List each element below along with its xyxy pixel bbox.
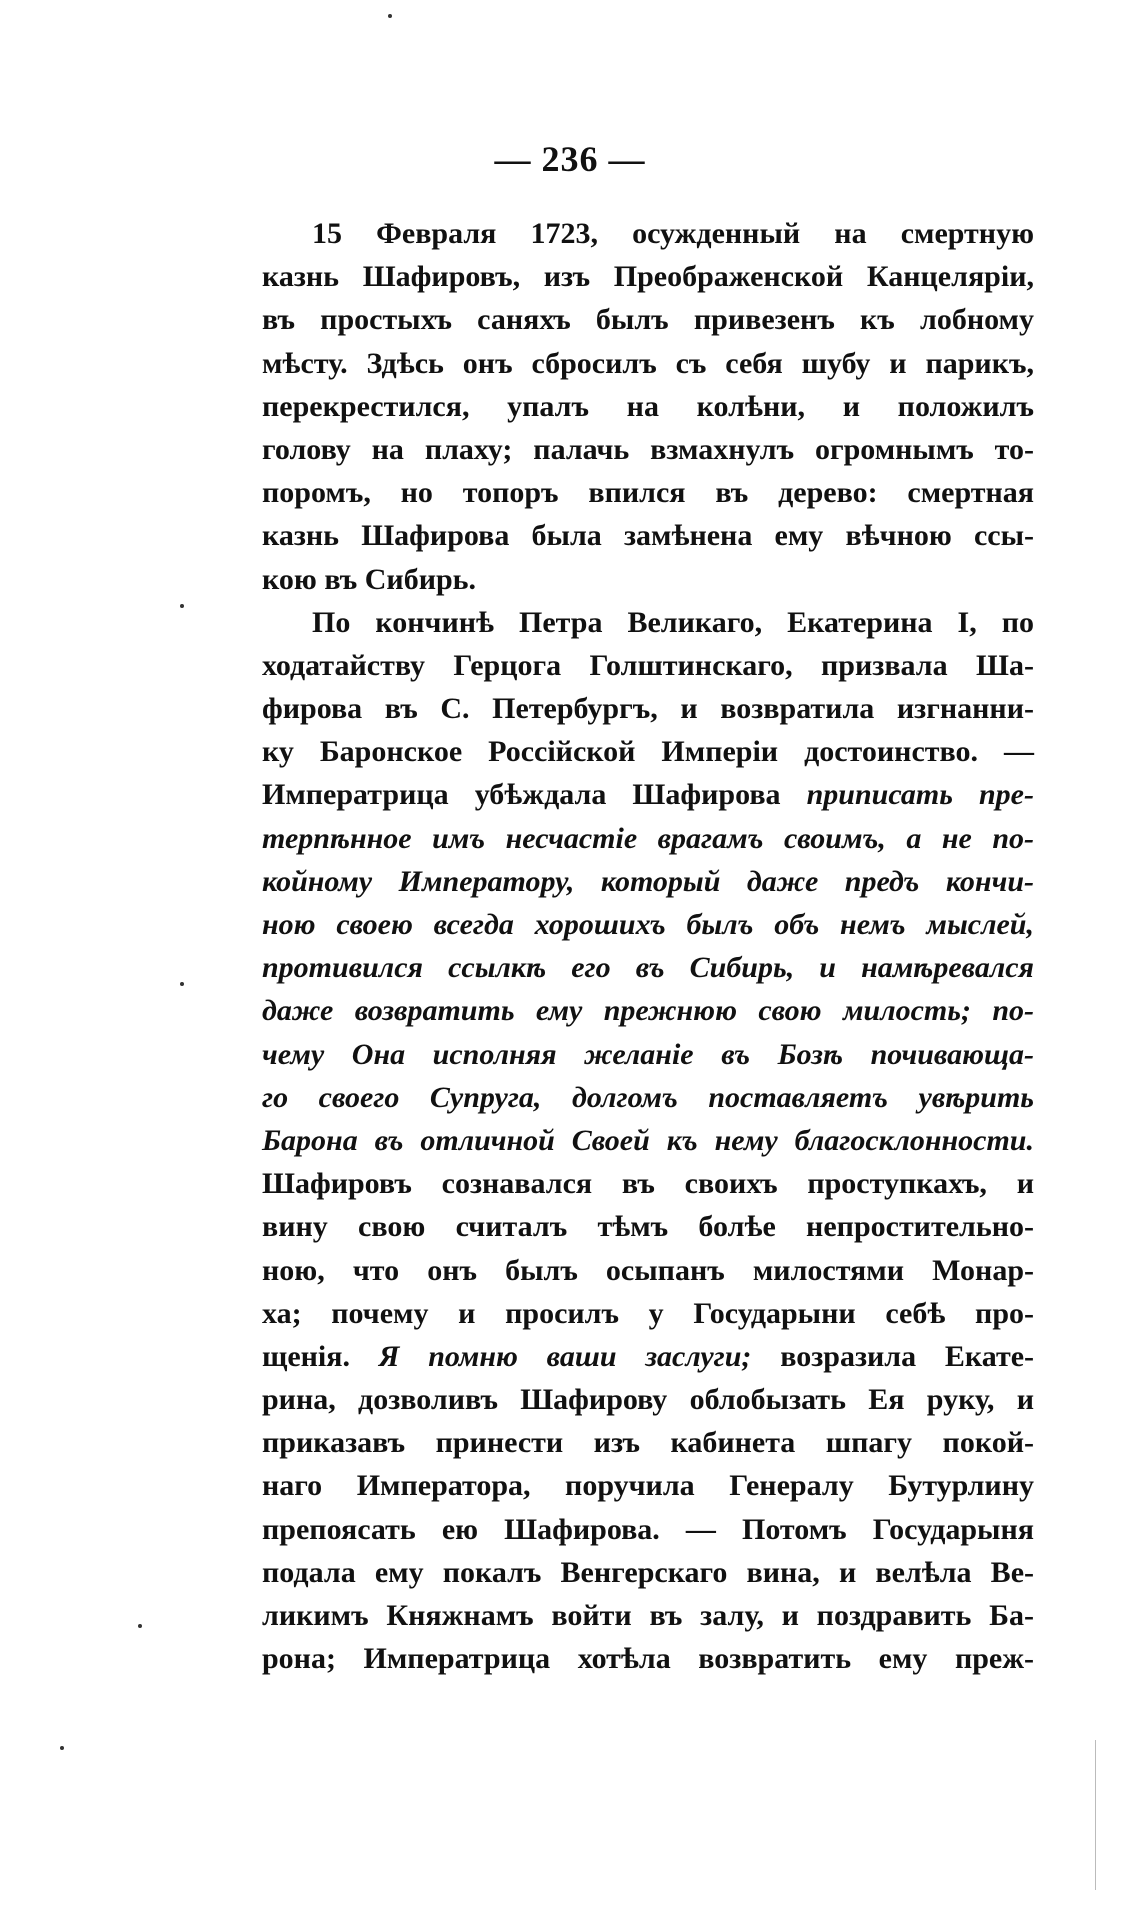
text-line [262, 989, 1034, 1032]
margin-speck [180, 604, 184, 608]
text-line [262, 1076, 1034, 1119]
text-line [262, 817, 1034, 860]
page-number: — 236 — [494, 139, 646, 179]
text-line [262, 601, 1034, 644]
margin-speck [60, 1746, 64, 1750]
text-segment: голову на плаху; палачь взмахнулъ огромнымъ то- [262, 432, 1034, 466]
text-segment: ку Баронское Россійской Имперіи достоинство. — [262, 735, 1034, 769]
italic-text: приписать пре- [806, 778, 1034, 812]
text-line [262, 1464, 1034, 1507]
text-line [262, 1551, 1034, 1594]
text-line [262, 1335, 1034, 1378]
text-line [262, 471, 1034, 514]
text-segment: По кончинѣ Петра Великаго, Екатерина I, по [312, 605, 1034, 639]
text-segment: ликимъ Княжнамъ войти въ залу, и поздравить Ба- [262, 1599, 1034, 1632]
margin-speck [388, 14, 392, 18]
text-line [262, 903, 1034, 946]
margin-speck [180, 982, 184, 986]
italic-text: чему Она исполняя желаніе въ Бозѣ почивающа- [262, 1037, 1034, 1071]
italic-text: ною своею всегда хорошихъ былъ объ немъ мыслей, [262, 908, 1034, 941]
text-segment: ною, что онъ былъ осыпанъ милостями Монар- [262, 1253, 1034, 1287]
text-line [262, 342, 1034, 385]
text-segment: перекрестился, упалъ на колѣни, и положилъ [262, 389, 1034, 423]
text-segment: казнь Шафирова была замѣнена ему вѣчною ссы- [262, 519, 1034, 553]
text-segment: возразила Екате- [751, 1339, 1035, 1373]
text-segment: Императрица убѣждала Шафирова [262, 778, 807, 812]
text-segment: поромъ, но топоръ впился въ дерево: смертная [262, 476, 1034, 510]
text-segment: 15 Февраля 1723, осужденный на смертную [312, 217, 1034, 250]
text-segment: въ простыхъ саняхъ былъ привезенъ къ лобному [262, 303, 1034, 337]
text-line [262, 255, 1034, 298]
italic-text: противился ссылкѣ его въ Сибирь, и намѣревался [262, 951, 1034, 985]
text-segment: щенія. [262, 1339, 379, 1373]
text-line [262, 514, 1034, 557]
italic-text: койному Императору, который даже предъ кончи- [262, 864, 1034, 898]
text-line [262, 1594, 1034, 1637]
text-line [262, 860, 1034, 903]
text-line [262, 298, 1034, 341]
text-line [262, 773, 1034, 816]
text-line [262, 1378, 1034, 1421]
text-segment: казнь Шафировъ, изъ Преображенской Канцеляріи, [262, 260, 1034, 294]
italic-text: даже возвратить ему прежнюю свою милость; по- [262, 994, 1034, 1028]
text-segment: рона; Императрица хотѣла возвратить ему преж- [262, 1642, 1034, 1676]
text-line [262, 1421, 1034, 1464]
italic-text: Барона въ отличной Своей къ нему благосклонности. [262, 1123, 1034, 1157]
text-segment: рина, дозволивъ Шафирову облобызать Ея руку, и [262, 1383, 1034, 1417]
text-line [262, 1508, 1034, 1551]
text-line [262, 946, 1034, 989]
text-segment: ха; почему и просилъ у Государыни себѣ про- [262, 1296, 1034, 1330]
text-line [262, 1033, 1034, 1076]
text-line [262, 1205, 1034, 1248]
scan-edge-line [1095, 1740, 1096, 1890]
text-line [262, 558, 1034, 601]
text-segment: Шафировъ сознавался въ своихъ проступкахъ, и [262, 1167, 1034, 1201]
text-line [262, 730, 1034, 773]
text-line [262, 385, 1034, 428]
text-line [262, 687, 1034, 730]
italic-text: Я помню ваши заслуги; [378, 1339, 752, 1373]
italic-text: го своего Супруга, долгомъ поставляетъ увѣрить [262, 1080, 1034, 1114]
text-line [262, 1637, 1034, 1680]
text-line [262, 1119, 1034, 1162]
text-segment: мѣсту. Здѣсь онъ сбросилъ съ себя шубу и парикъ, [262, 346, 1034, 380]
text-segment: вину свою считалъ тѣмъ болѣе непростительно- [262, 1210, 1034, 1244]
margin-speck [138, 1624, 142, 1628]
text-segment: кою въ Сибирь. [262, 562, 477, 596]
text-line [262, 428, 1034, 471]
text-line [262, 1249, 1034, 1292]
text-segment: приказавъ принести изъ кабинета шпагу покой- [262, 1426, 1034, 1460]
italic-text: терпѣнное имъ несчастіе врагамъ своимъ, а не по- [262, 821, 1034, 855]
text-line [262, 1162, 1034, 1205]
text-line [262, 1292, 1034, 1335]
text-segment: ходатайству Герцога Голштинскаго, призвала Ша- [262, 648, 1034, 682]
text-line [262, 212, 1034, 255]
text-segment: препоясать ею Шафирова. — Потомъ Государыня [262, 1512, 1034, 1546]
text-segment: подала ему покалъ Венгерскаго вина, и велѣла Ве- [262, 1555, 1034, 1589]
text-segment: наго Императора, поручила Генералу Бутурлину [262, 1469, 1034, 1503]
body-text [262, 212, 1034, 1680]
text-line [262, 644, 1034, 687]
text-segment: фирова въ С. Петербургъ, и возвратила изгнанни- [262, 692, 1034, 726]
